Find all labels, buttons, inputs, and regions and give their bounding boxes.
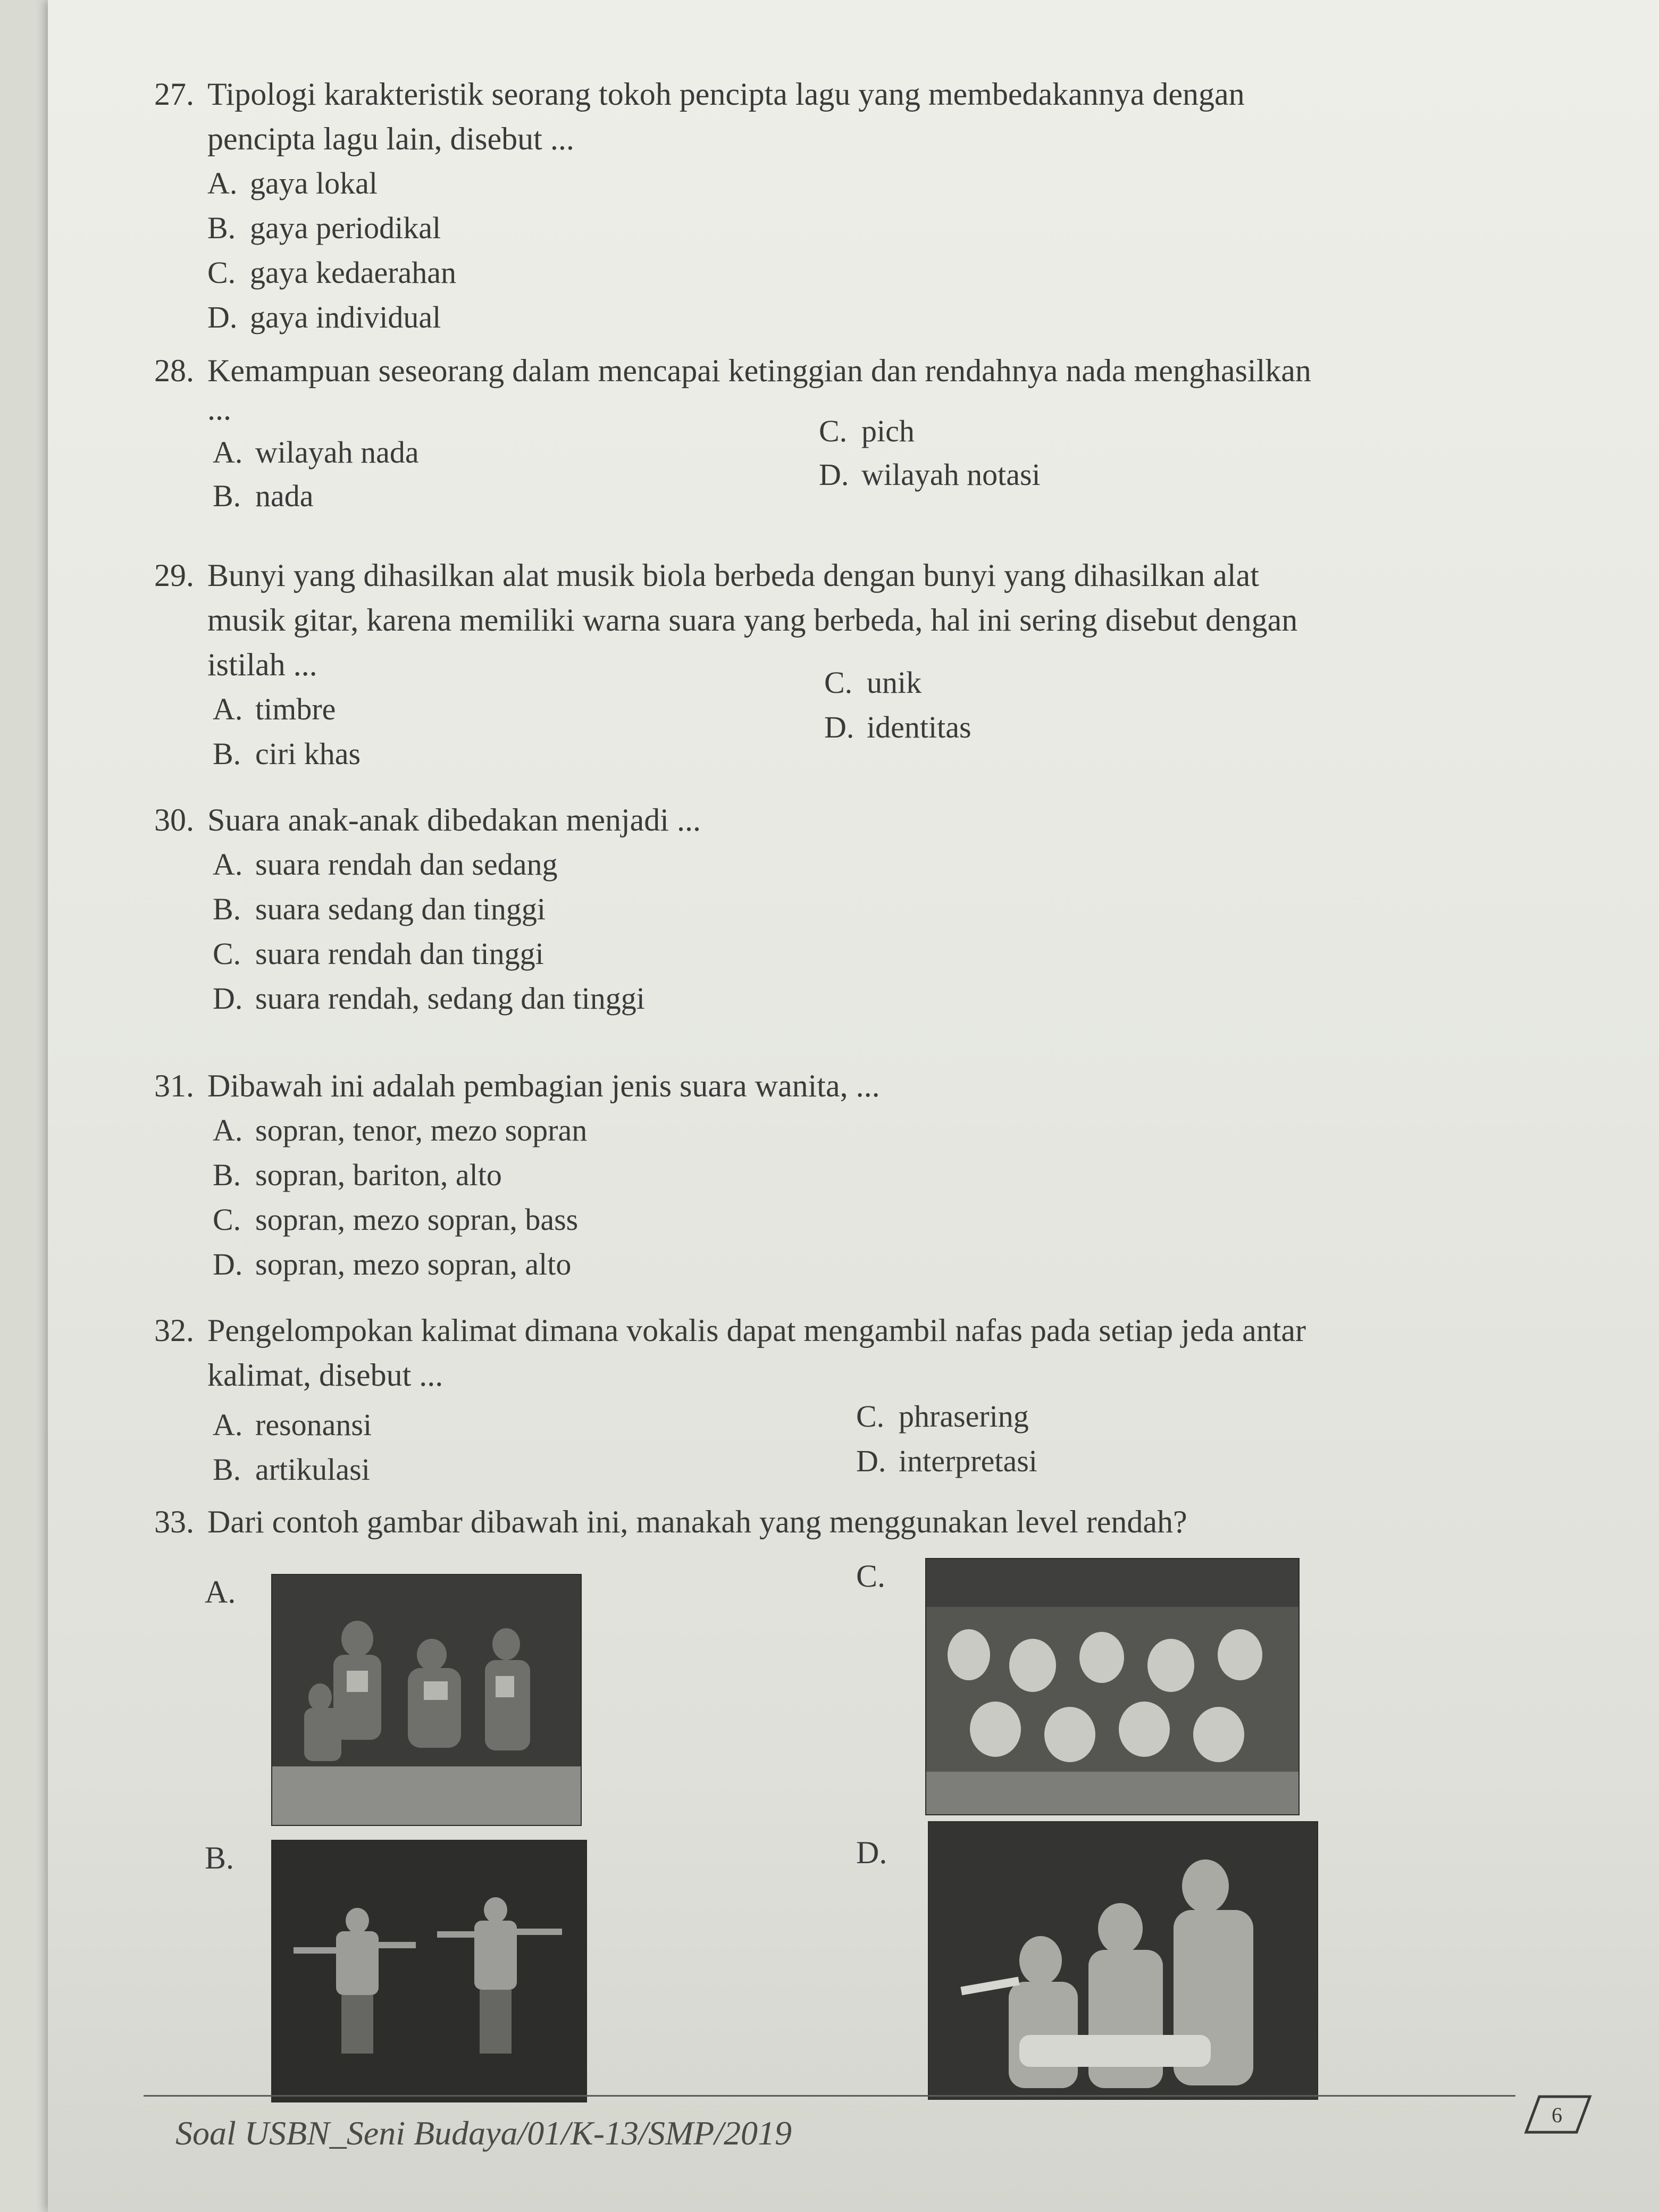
image-label-a: A.	[205, 1574, 236, 1610]
question-number: 31.	[154, 1068, 194, 1103]
question-stem	[154, 1063, 1590, 1108]
option-d: D. wilayah notasi	[819, 457, 1041, 492]
stem-line: kalimat, disebut ...	[207, 1358, 443, 1393]
question-stem	[154, 553, 1590, 598]
question-number: 33.	[154, 1504, 194, 1539]
stem-line: musik gitar, karena memiliki warna suara yang berbeda, hal ini sering disebut dengan	[207, 602, 1298, 638]
question-stem	[154, 1499, 1590, 1544]
stem-line: Dibawah ini adalah pembagian jenis suara wanita, ...	[207, 1068, 880, 1103]
option-d: D. gaya individual	[207, 300, 441, 334]
option-a: A. timbre	[213, 692, 336, 726]
question-29	[154, 553, 1590, 777]
question-27	[154, 72, 1590, 340]
option-b: B. suara sedang dan tinggi	[213, 892, 546, 926]
stem-line: ...	[207, 391, 231, 426]
option-d: D. interpretasi	[856, 1444, 1037, 1478]
dance-photo-b	[271, 1840, 587, 2102]
option-a: A. wilayah nada	[213, 435, 419, 470]
question-number: 29.	[154, 558, 194, 593]
dance-photo-c	[925, 1558, 1300, 1815]
stem-line: Dari contoh gambar dibawah ini, manakah yang menggunakan level rendah?	[207, 1504, 1187, 1539]
option-a: A. gaya lokal	[207, 166, 378, 200]
option-c: C. sopran, mezo sopran, bass	[213, 1202, 579, 1237]
question-number: 32.	[154, 1313, 194, 1348]
question-stem	[154, 798, 1590, 842]
option-c: C. pich	[819, 414, 915, 448]
option-a: A. sopran, tenor, mezo sopran	[213, 1113, 588, 1147]
image-label-c: C.	[856, 1559, 886, 1594]
footer-text: Soal USBN_Seni Budaya/01/K-13/SMP/2019	[175, 2114, 792, 2152]
image-label-d: D.	[856, 1835, 887, 1870]
stem-line: Pengelompokan kalimat dimana vokalis dapat mengambil nafas pada setiap jeda antar	[207, 1313, 1306, 1348]
stem-line: Bunyi yang dihasilkan alat musik biola berbeda dengan bunyi yang dihasilkan alat	[207, 558, 1259, 593]
stem-line: pencipta lagu lain, disebut ...	[207, 121, 574, 156]
stem-line: Suara anak-anak dibedakan menjadi ...	[207, 802, 701, 837]
stem-line: Tipologi karakteristik seorang tokoh pencipta lagu yang membedakannya dengan	[207, 77, 1245, 112]
option-b: B. nada	[213, 479, 314, 513]
option-c: C. suara rendah dan tinggi	[213, 936, 544, 971]
option-d: D. suara rendah, sedang dan tinggi	[213, 981, 645, 1016]
option-c: C. unik	[824, 665, 922, 700]
option-c: C. phrasering	[856, 1399, 1029, 1434]
option-b: B. ciri khas	[213, 736, 361, 771]
page-number: 6	[1552, 2103, 1562, 2127]
question-33	[154, 1499, 1590, 1544]
question-stem	[154, 348, 1590, 393]
option-b: B. sopran, bariton, alto	[213, 1158, 502, 1192]
question-stem	[154, 72, 1590, 116]
option-b: B. artikulasi	[213, 1452, 370, 1487]
question-30	[154, 798, 1590, 1021]
option-c: C. gaya kedaerahan	[207, 255, 457, 290]
question-number: 30.	[154, 802, 194, 837]
image-label-b: B.	[205, 1840, 234, 1875]
footer-divider	[144, 2095, 1515, 2097]
question-number: 28.	[154, 353, 194, 388]
page-number-badge	[1515, 2092, 1595, 2135]
question-28	[154, 348, 1590, 515]
option-d: D. sopran, mezo sopran, alto	[213, 1247, 572, 1281]
stem-line: istilah ...	[207, 647, 317, 682]
option-b: B. gaya periodikal	[207, 211, 441, 245]
dance-photo-a	[271, 1574, 582, 1826]
question-31	[154, 1063, 1590, 1287]
option-a: A. resonansi	[213, 1407, 372, 1442]
question-32	[154, 1308, 1590, 1488]
option-a: A. suara rendah dan sedang	[213, 847, 558, 882]
question-number: 27.	[154, 77, 194, 112]
stem-line: Kemampuan seseorang dalam mencapai ketinggian dan rendahnya nada menghasilkan	[207, 353, 1311, 388]
dance-photo-d	[928, 1821, 1318, 2100]
question-stem	[154, 1308, 1590, 1353]
option-d: D. identitas	[824, 710, 971, 744]
